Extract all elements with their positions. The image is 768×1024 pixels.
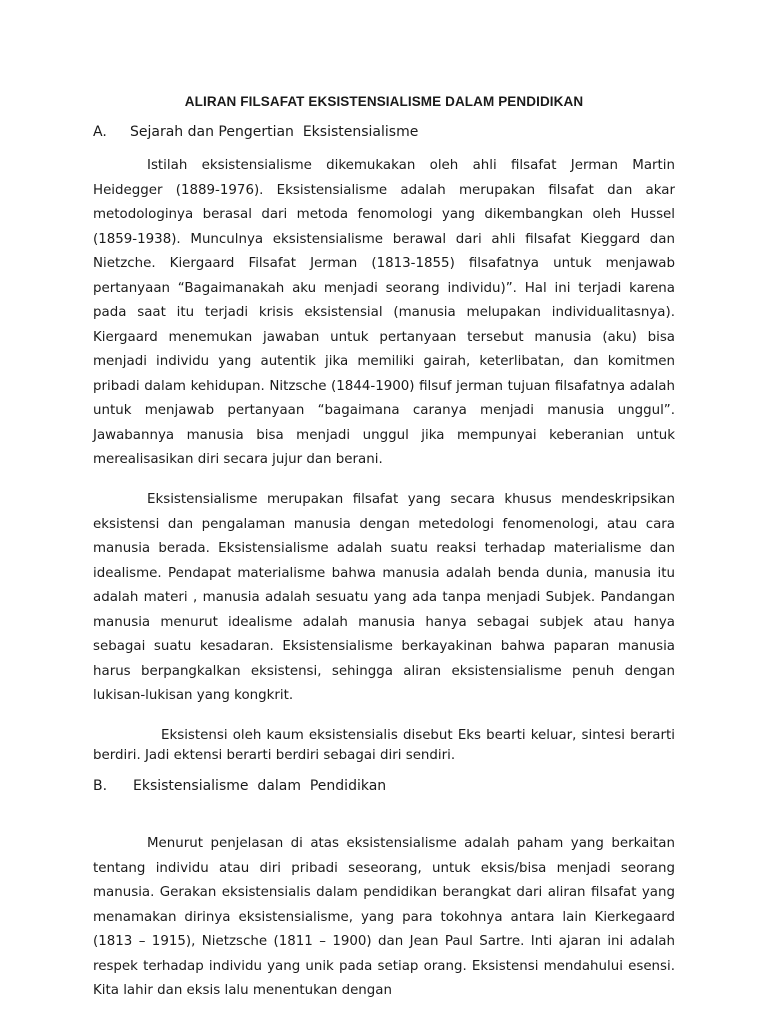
section-a-title: Sejarah dan Pengertian Eksistensialisme — [130, 124, 419, 140]
section-a-number: A. — [93, 124, 107, 140]
section-a-heading — [93, 124, 418, 140]
document-title: ALIRAN FILSAFAT EKSISTENSIALISME DALAM PENDIDIKAN — [184, 94, 584, 109]
section-a-paragraph-3: Eksistensi oleh kaum eksistensialis disebut Eks bearti keluar, sintesi berarti berdiri. Jadi ektensi berarti berdiri sebagai diri sendiri. — [93, 728, 675, 763]
section-a-paragraph-2: Eksistensialisme merupakan filsafat yang secara khusus mendeskripsikan eksistensi dan pengalaman manusia dengan metedologi fenomenologi, atau cara manusia berada. Eksistensialisme adalah suatu reaksi terhadap materialisme dan idealisme. Pendapat materialisme bahwa manusia adalah benda dunia, manusia itu adalah materi , manusia adalah sesuatu yang ada tanpa menjadi Subjek. Pandangan manusia menurut idealisme adalah manusia hanya sebagai subjek atau hanya sebagai suatu kesadaran. Eksistensialisme berkayakinan bahwa paparan manusia harus berpangkalkan eksistensi, sehingga aliran eksistensialisme penuh dengan lukisan-lukisan yang kongkrit. — [93, 492, 675, 703]
section-b-number: B. — [93, 778, 108, 794]
section-a-paragraph-1: Istilah eksistensialisme dikemukakan oleh ahli filsafat Jerman Martin Heidegger (1889-1976). Eksistensialisme adalah merupakan filsafat dan akar metodologinya berasal dari metoda fenomologi yang dikembangkan oleh Hussel (1859-1938). Munculnya eksistensialisme berawal dari ahli filsafat Kieggard dan Nietzche. Kiergaard Filsafat Jerman (1813-1855) filsafatnya untuk menjawab pertanyaan “Bagaimanakah aku menjadi seorang individu)”. Hal ini terjadi karena pada saat itu terjadi krisis eksistensial (manusia melupakan individualitasnya). Kiergaard menemukan jawaban untuk pertanyaan tersebut manusia (aku) bisa menjadi individu yang autentik jika memiliki gairah, keterlibatan, dan komitmen pribadi dalam kehidupan. Nitzsche (1844-1900) filsuf jerman tujuan filsafatnya adalah untuk menjawab pertanyaan “bagaimana caranya menjadi manusia unggul”. Jawabannya manusia bisa menjadi unggul jika mempunyai keberanian untuk merealisasikan diri secara jujur dan berani. — [93, 158, 675, 467]
section-b-heading — [93, 778, 386, 794]
section-b-paragraph-1: Menurut penjelasan di atas eksistensialisme adalah paham yang berkaitan tentang individu atau diri pribadi seseorang, untuk eksis/bisa menjadi seorang manusia. Gerakan eksistensialis dalam pendidikan berangkat dari aliran filsafat yang menamakan dirinya eksistensialisme, yang para tokohnya antara lain Kierkegaard (1813 – 1915), Nietzsche (1811 – 1900) dan Jean Paul Sartre. Inti ajaran ini adalah respek terhadap individu yang unik pada setiap orang. Eksistensi mendahului esensi. Kita lahir dan eksis lalu menentukan dengan — [93, 836, 675, 998]
section-b-title: Eksistensialisme dalam Pendidikan — [133, 778, 387, 794]
